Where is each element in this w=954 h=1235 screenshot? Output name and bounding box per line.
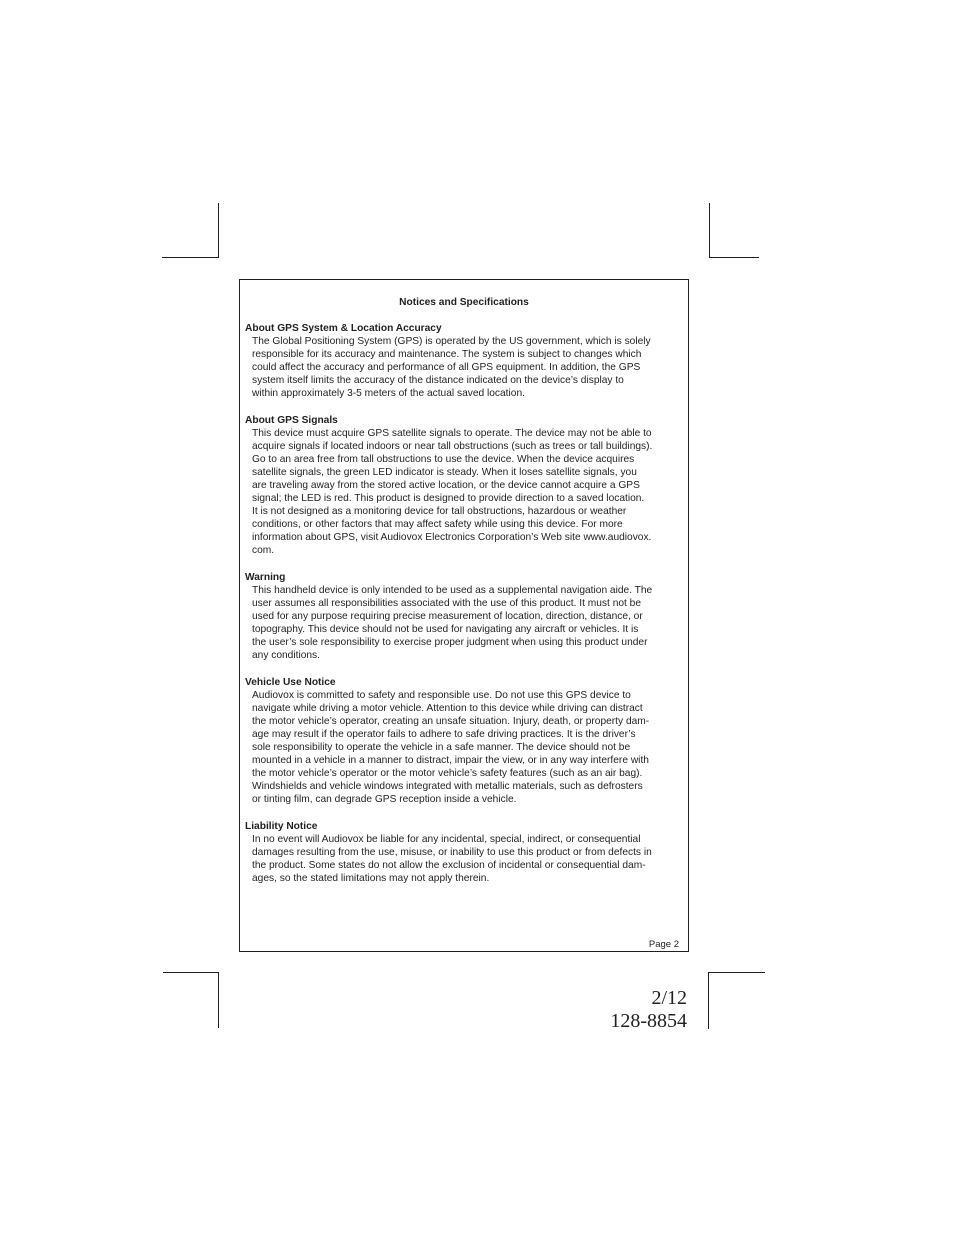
section-body: The Global Positioning System (GPS) is operated by the US government, which is solely responsible for its accuracy and maintenance. The system is subject to changes which could affect the accuracy and performance of all GPS equipment. In addition, the GPS system itself limits the accuracy of the distance indicated on the device’s display to within approximately 3-5 meters of the actual saved location.	[252, 336, 651, 399]
section-liability	[245, 820, 684, 885]
manual-page	[239, 279, 689, 952]
section-body: In no event will Audiovox be liable for any incidental, special, indirect, or consequential damages resulting from the use, misuse, or inability to use this product or from defects in the product. Some states do not allow the exclusion of incidental or consequential dam- ages, so the stated limitations may not apply therein.	[252, 834, 652, 884]
page-number: Page 2	[648, 939, 679, 950]
section-vehicle-use	[245, 676, 684, 806]
crop-mark-bottom-left-vertical	[218, 972, 219, 1028]
date-code: 2/12	[651, 987, 687, 1009]
crop-mark-top-left-horizontal	[162, 257, 219, 258]
section-heading: About GPS System & Location Accuracy	[245, 323, 442, 334]
crop-mark-bottom-right-vertical	[708, 972, 709, 1029]
section-gps-signals	[245, 414, 684, 557]
section-heading: Vehicle Use Notice	[245, 677, 336, 688]
part-number: 128-8854	[610, 1010, 687, 1032]
section-heading: About GPS Signals	[245, 415, 338, 426]
page-title: Notices and Specifications	[399, 297, 529, 308]
section-heading: Warning	[245, 572, 286, 583]
section-warning	[245, 571, 684, 662]
crop-mark-top-left-vertical	[218, 203, 219, 258]
section-body: Audiovox is committed to safety and responsible use. Do not use this GPS device to navigate while driving a motor vehicle. Attention to this device while driving can distract the motor vehicle’s operator, creating an unsafe situation. Injury, death, or property dam- age may result if the operator fails to adhere to safe driving practices. It is the driver’s sole responsibility to operate the vehicle in a safe manner. The device should not be mounted in a vehicle in a manner to distract, impair the view, or in any way interfere with the motor vehicle’s operator or the motor vehicle’s safety features (such as an air bag). Windshields and vehicle windows integrated with metallic materials, such as defrosters or tinting film, can degrade GPS reception inside a vehicle.	[252, 690, 650, 805]
section-body: This device must acquire GPS satellite signals to operate. The device may not be able to acquire signals if located indoors or near tall obstructions (such as trees or tall buildings). Go to an area free from tall obstructions to use the device. When the device acquires satellite signals, the green LED indicator is steady. When it loses satellite signals, you are traveling away from the stored active location, or the device cannot acquire a GPS signal; the LED is red. This product is designed to provide direction to a saved location. It is not designed as a monitoring device for tall obstructions, hazardous or weather conditions, or other factors that may affect safety while using this device. For more information about GPS, visit Audiovox Electronics Corporation’s Web site www.audiovox. com.	[252, 428, 653, 556]
crop-mark-bottom-left-horizontal	[163, 972, 219, 973]
section-body: This handheld device is only intended to be used as a supplemental navigation aide. The user assumes all responsibilities associated with the use of this product. It must not be used for any purpose requiring precise measurement of location, direction, distance, or topography. This device should not be used for navigating any aircraft or vehicles. It is the user’s sole responsibility to exercise proper judgment when using this product under any conditions.	[252, 585, 653, 661]
crop-mark-bottom-right-horizontal	[708, 972, 765, 973]
section-heading: Liability Notice	[245, 821, 318, 832]
section-gps-accuracy	[245, 322, 684, 400]
crop-mark-top-right-horizontal	[709, 257, 759, 258]
crop-mark-top-right-vertical	[709, 203, 710, 258]
